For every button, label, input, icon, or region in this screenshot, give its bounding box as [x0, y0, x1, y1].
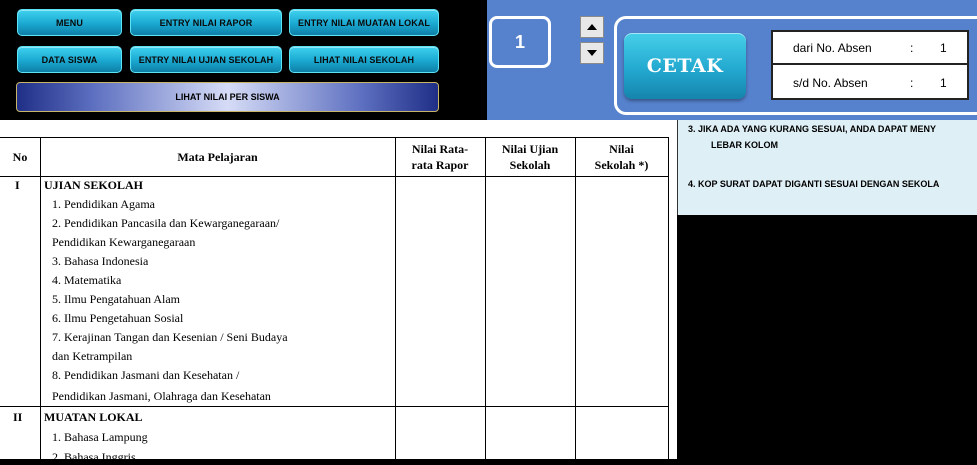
section2-title: MUATAN LOKAL [44, 410, 143, 424]
section1-title: UJIAN SEKOLAH [44, 178, 144, 192]
triangle-down-icon [587, 50, 597, 56]
header-ujian-line2: Sekolah [509, 158, 551, 172]
entry-nilai-ujian-sekolah-button[interactable]: ENTRY NILAI UJIAN SEKOLAH [130, 46, 282, 73]
col-divider-mapel [395, 137, 396, 459]
header-mata-pelajaran: Mata Pelajaran [177, 150, 258, 164]
cetak-button[interactable]: CETAK [624, 33, 746, 99]
subject-row: 1. Bahasa Lampung [52, 430, 148, 444]
col-divider-no [40, 137, 41, 459]
subject-row: 3. Bahasa Indonesia [52, 254, 149, 268]
triangle-up-icon [587, 24, 597, 30]
page-number-box: 1 [489, 16, 551, 68]
to-absen-value[interactable]: 1 [940, 75, 947, 90]
from-absen-colon: : [910, 40, 914, 55]
subject-row: 6. Ilmu Pengetahuan Sosial [52, 311, 184, 325]
subject-row: dan Ketrampilan [52, 349, 133, 363]
lihat-nilai-sekolah-button[interactable]: LIHAT NILAI SEKOLAH [289, 46, 439, 73]
header-sekolah-line1: Nilai [609, 142, 634, 156]
section1-number: I [15, 178, 20, 192]
col-divider-right [668, 137, 669, 459]
entry-nilai-muatan-lokal-button[interactable]: ENTRY NILAI MUATAN LOKAL [289, 9, 439, 36]
subject-row: 2. Pendidikan Pancasila dan Kewarganegaraan/ [52, 216, 280, 230]
from-absen-label: dari No. Absen [793, 40, 872, 55]
spinner-up-button[interactable] [580, 16, 604, 38]
section2-number: II [13, 410, 23, 424]
subject-row: 5. Ilmu Pengatahuan Alam [52, 292, 180, 306]
note-3-line2: LEBAR KOLOM [711, 140, 778, 150]
to-absen-colon: : [910, 75, 914, 90]
notes-panel [677, 120, 977, 215]
table-border-top [0, 137, 669, 138]
from-absen-row [773, 32, 967, 65]
header-no: No [12, 150, 28, 164]
from-absen-value[interactable]: 1 [940, 40, 947, 55]
note-4: 4. KOP SURAT DAPAT DIGANTI SESUAI DENGAN SEKOLA [688, 179, 940, 189]
col-divider-rapor [485, 137, 486, 459]
absen-range-table [771, 30, 969, 100]
header-sekolah-line2: Sekolah *) [594, 158, 649, 172]
header-divider [0, 176, 669, 177]
subject-row: 4. Matematika [52, 273, 122, 287]
header-rapor-line2: rata Rapor [411, 158, 469, 172]
subject-row: Pendidikan Kewarganegaraan [52, 235, 196, 249]
entry-nilai-rapor-button[interactable]: ENTRY NILAI RAPOR [130, 9, 282, 36]
to-absen-row [773, 66, 967, 99]
col-divider-ujian [575, 137, 576, 459]
header-rapor-line1: Nilai Rata- [411, 142, 469, 156]
subject-row: Pendidikan Jasmani, Olahraga dan Kesehatan [52, 389, 271, 403]
subject-row: 7. Kerajinan Tangan dan Kesenian / Seni Budaya [52, 330, 288, 344]
header-ujian-line1: Nilai Ujian [501, 142, 559, 156]
empty-area [677, 215, 977, 459]
spinner-down-button[interactable] [580, 42, 604, 64]
menu-button[interactable]: MENU [17, 9, 122, 36]
section-divider [0, 406, 669, 407]
subject-row: 1. Pendidikan Agama [52, 197, 155, 211]
to-absen-label: s/d No. Absen [793, 75, 868, 90]
lihat-nilai-per-siswa-button[interactable]: LIHAT NILAI PER SISWA [16, 82, 439, 112]
note-3-line1: 3. JIKA ADA YANG KURANG SESUAI, ANDA DAPAT MENY [688, 124, 937, 134]
subject-row: 2. Bahasa Inggris [52, 450, 136, 464]
subject-row: 8. Pendidikan Jasmani dan Kesehatan / [52, 368, 240, 382]
data-siswa-button[interactable]: DATA SISWA [17, 46, 122, 73]
